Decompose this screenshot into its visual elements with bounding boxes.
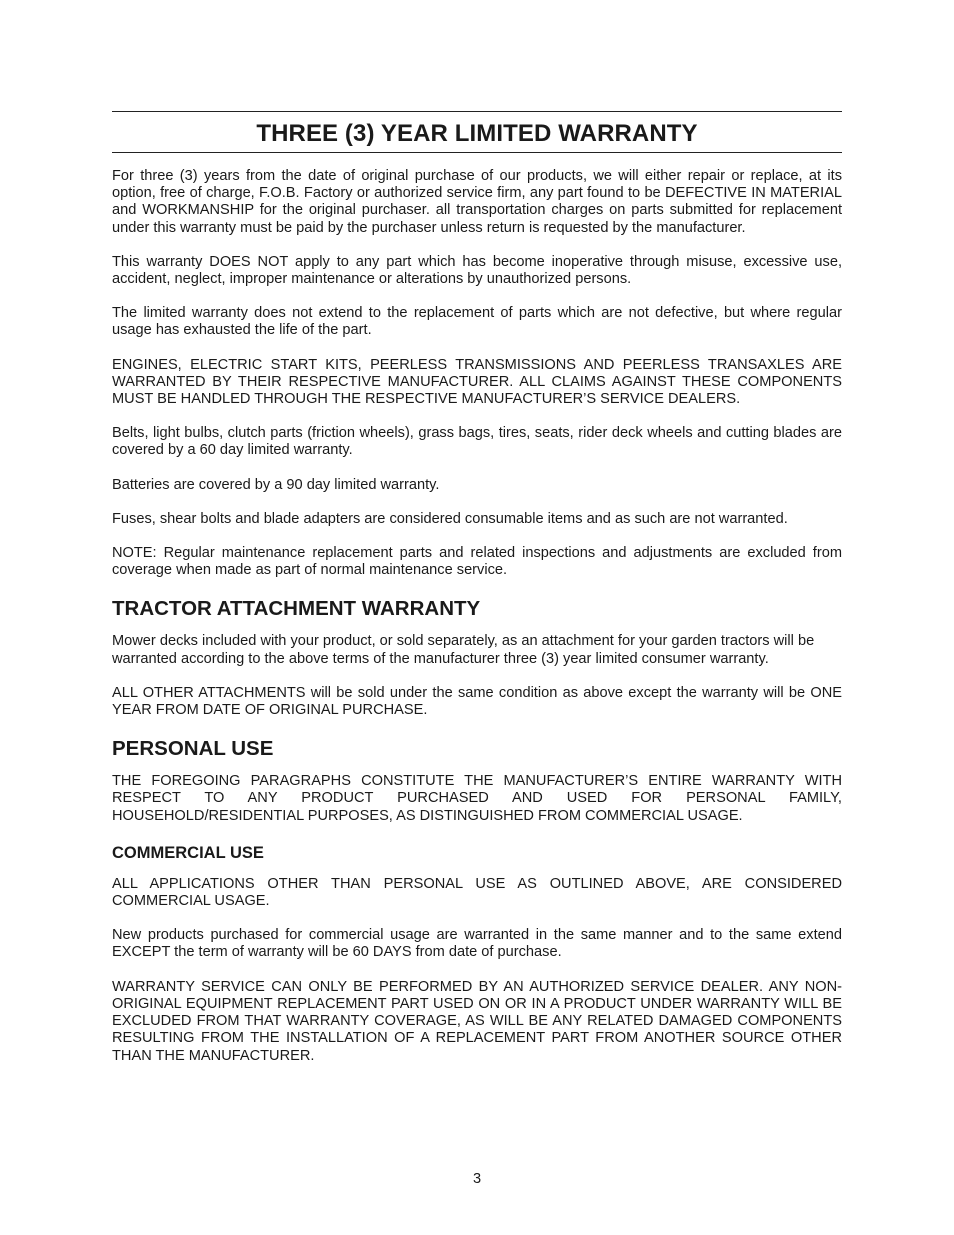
page-title: THREE (3) YEAR LIMITED WARRANTY <box>256 120 698 147</box>
title-rule-bottom <box>112 152 842 153</box>
document-page <box>112 111 842 1082</box>
attachment-paragraph: Mower decks included with your product, or sold separately, as an attachment for your garden tractors will be warranted according to the above terms of the manufacturer three (3) year limited consumer warranty. <box>112 633 815 667</box>
commercial-paragraph: ALL APPLICATIONS OTHER THAN PERSONAL USE AS OUTLINED ABOVE, ARE CONSIDERED COMMERCIAL USAGE. <box>112 875 842 910</box>
personal-use-heading: PERSONAL USE <box>112 737 274 761</box>
warranty-paragraph: For three (3) years from the date of original purchase of our products, we will either repair or replace, at its option, free of charge, F.O.B. Factory or authorized service firm, any part found to be DEFECTIVE IN MATERIAL and WORKMANSHIP for the original purchaser. all transportation charges on parts submitted for replacement under this warranty must be paid by the purchaser unless return is requested by the manufacturer. <box>112 168 842 236</box>
commercial-use-heading: COMMERCIAL USE <box>112 843 264 862</box>
personal-use-paragraph: THE FOREGOING PARAGRAPHS CONSTITUTE THE MANUFACTURER’S ENTIRE WARRANTY WITH RESPECT TO ANY PRODUCT PURCHASED AND USED FOR PERSONAL FAMILY, HOUSEHOLD/RESIDENTIAL PURPOSES, AS DISTINGUISHED FROM COMMERCIAL USAGE. <box>112 773 842 824</box>
page-number: 3 <box>472 1171 482 1187</box>
attachment-paragraph: ALL OTHER ATTACHMENTS will be sold under the same condition as above except the warranty will be ONE YEAR FROM DATE OF ORIGINAL PURCHASE. <box>112 684 842 719</box>
commercial-paragraph: New products purchased for commercial usage are warranted in the same manner and to the same extend EXCEPT the term of warranty will be 60 DAYS from date of purchase. <box>112 927 842 961</box>
warranty-paragraph: Belts, light bulbs, clutch parts (friction wheels), grass bags, tires, seats, rider deck wheels and cutting blades are covered by a 60 day limited warranty. <box>112 425 842 459</box>
warranty-paragraph: The limited warranty does not extend to the replacement of parts which are not defective, but where regular usage has exhausted the life of the part. <box>112 305 842 339</box>
warranty-paragraph: Batteries are covered by a 90 day limited warranty. <box>112 476 440 493</box>
warranty-paragraph: Fuses, shear bolts and blade adapters are considered consumable items and as such are not warranted. <box>112 510 788 527</box>
warranty-paragraph: This warranty DOES NOT apply to any part which has become inoperative through misuse, excessive use, accident, neglect, improper maintenance or alterations by unauthorized persons. <box>112 253 842 288</box>
warranty-paragraph: ENGINES, ELECTRIC START KITS, PEERLESS TRANSMISSIONS AND PEERLESS TRANSAXLES ARE WARRANTED BY THEIR RESPECTIVE MANUFACTURER. ALL CLAIMS AGAINST THESE COMPONENTS MUST BE HANDLED THROUGH THE RESPECTIVE MANUFACTURER’S SERVICE DEALERS. <box>112 356 842 408</box>
commercial-paragraph: WARRANTY SERVICE CAN ONLY BE PERFORMED BY AN AUTHORIZED SERVICE DEALER. ANY NON-ORIGINAL EQUIPMENT REPLACEMENT PART USED ON OR IN A PRODUCT UNDER WARRANTY WILL BE EXCLUDED FROM THAT WARRANTY COVERAGE, AS WILL BE ANY RELATED DAMAGED COMPONENTS RESULTING FROM THE INSTALLATION OF A REPLACEMENT PART FROM ANOTHER SOURCE OTHER THAN THE MANUFACTURER. <box>112 978 842 1064</box>
warranty-paragraph: NOTE: Regular maintenance replacement parts and related inspections and adjustments are excluded from coverage when made as part of normal maintenance service. <box>112 545 842 579</box>
title-rule-top <box>112 111 842 112</box>
attachment-warranty-heading: TRACTOR ATTACHMENT WARRANTY <box>112 597 481 621</box>
